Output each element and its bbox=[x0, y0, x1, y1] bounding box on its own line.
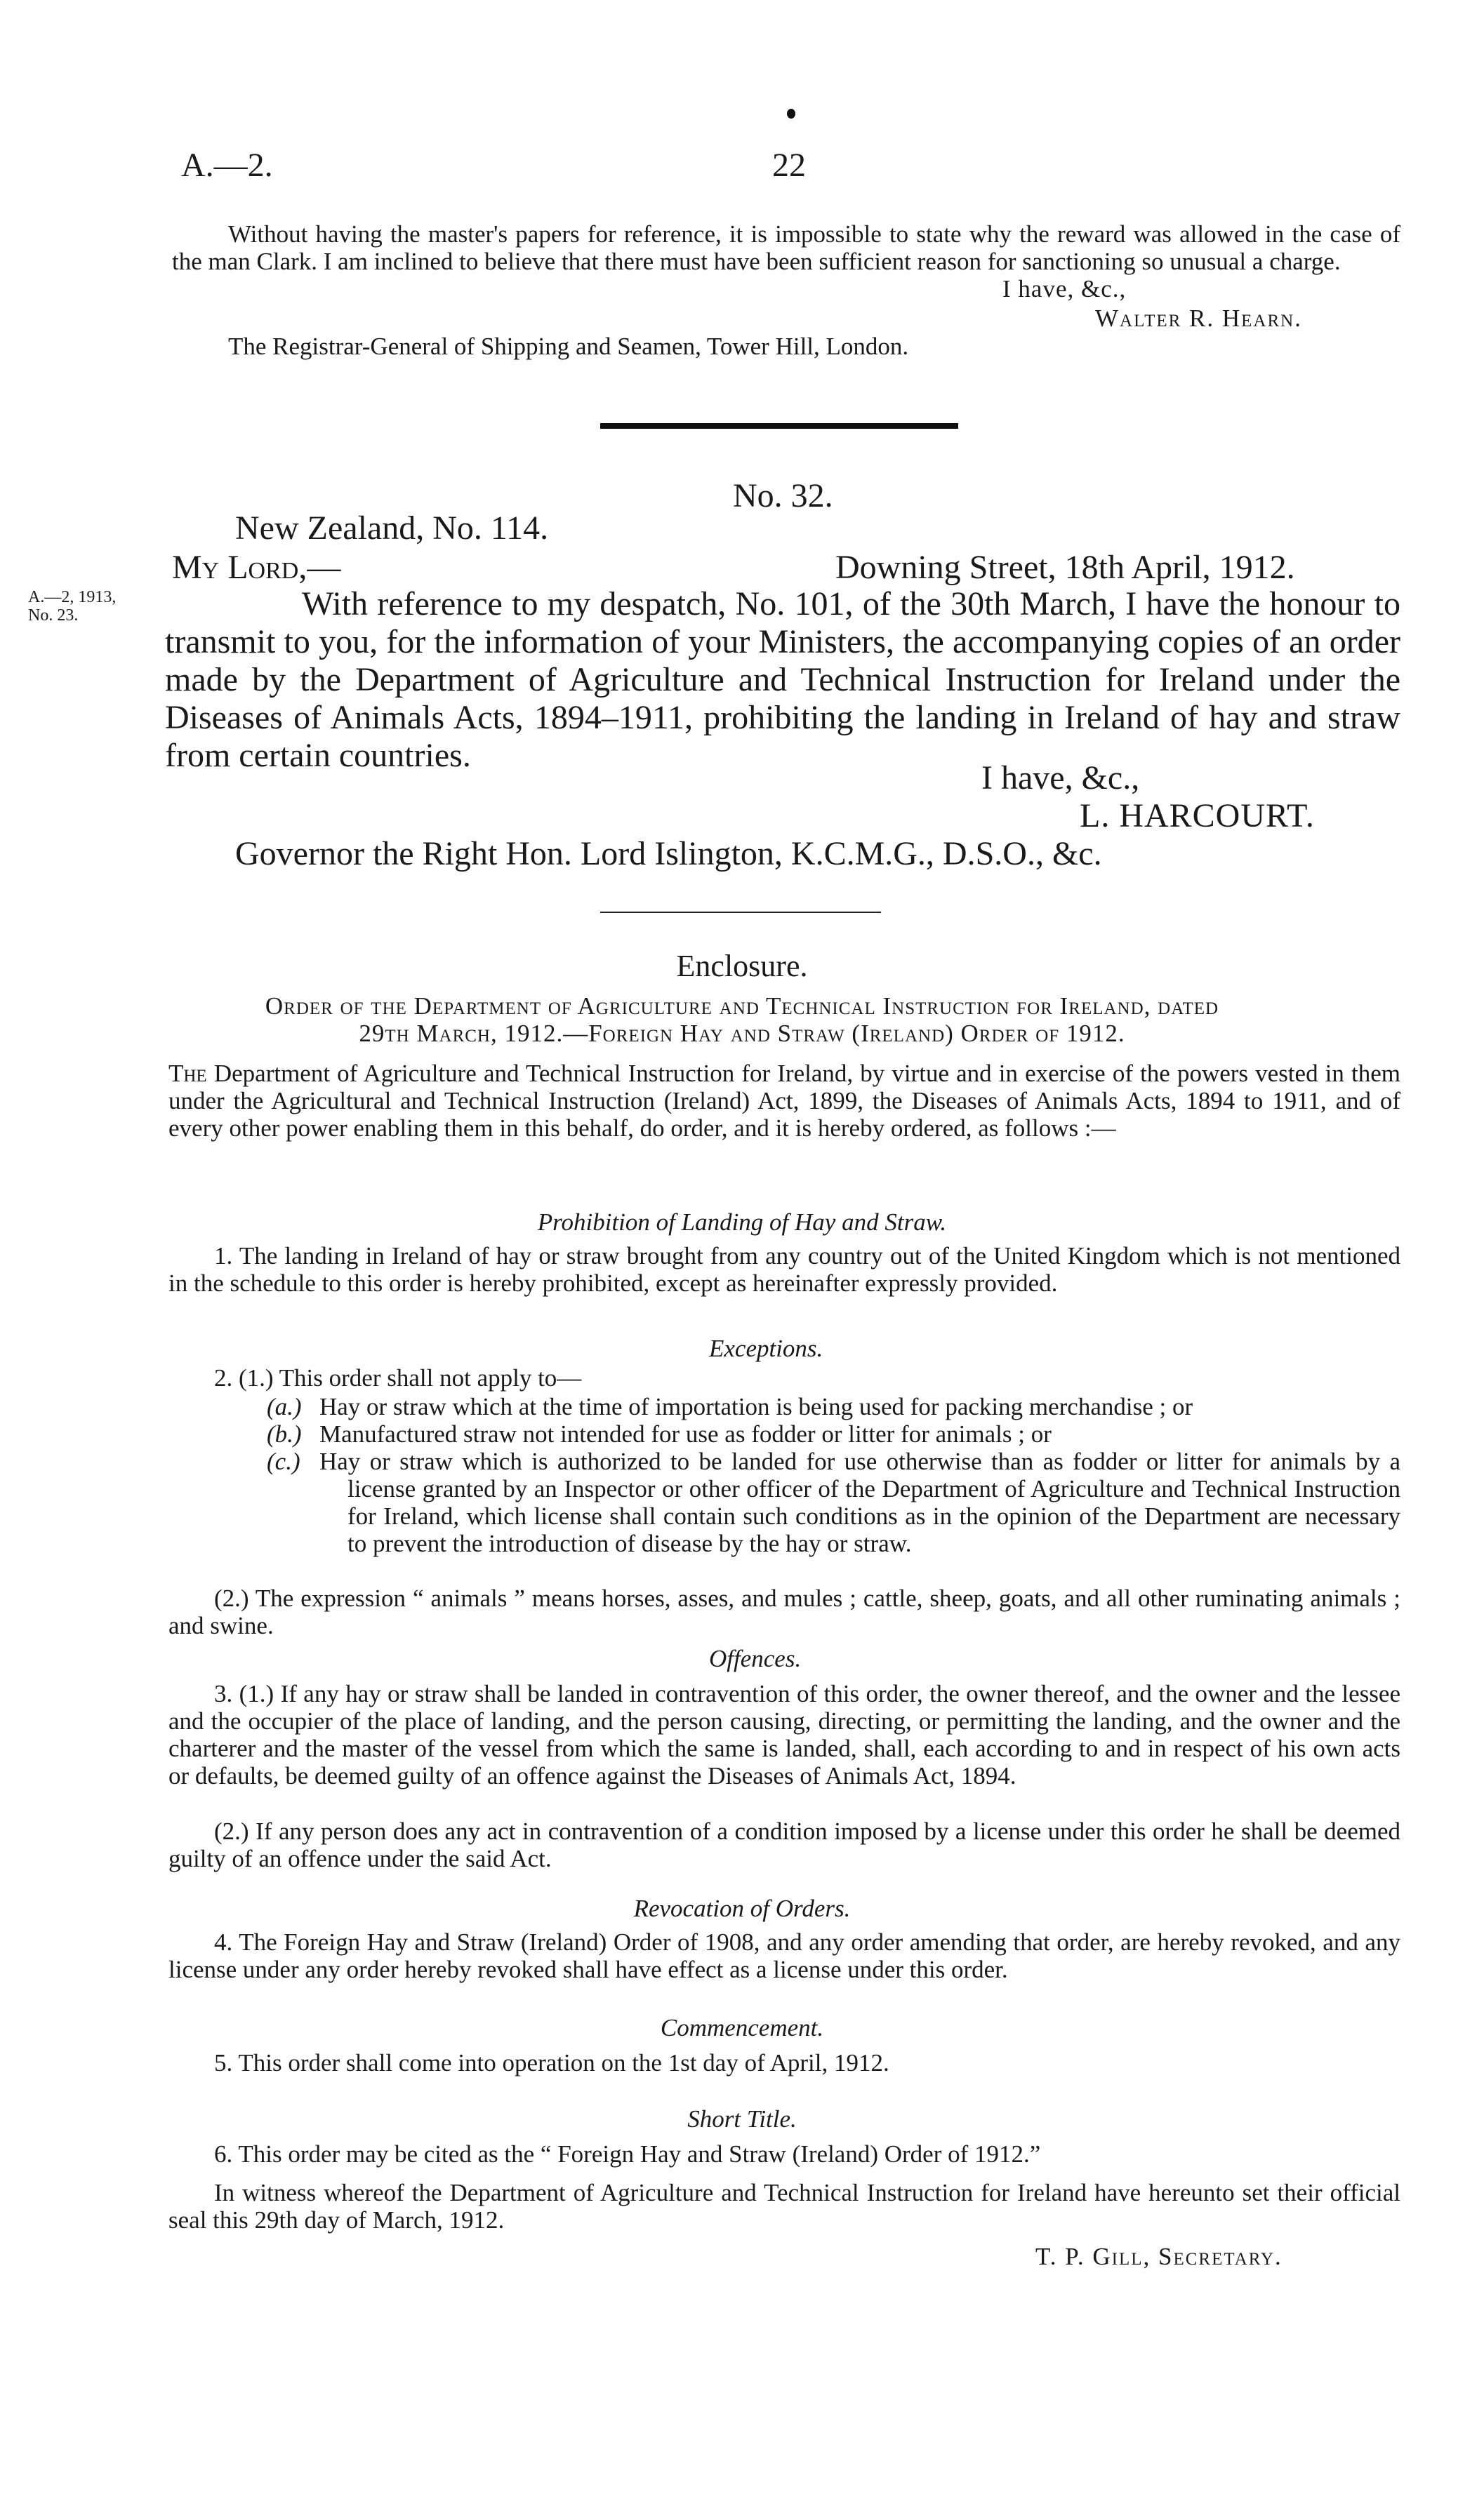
despatch-series: New Zealand, No. 114. bbox=[235, 509, 549, 547]
place-date: Downing Street, 18th April, 1912. bbox=[835, 549, 1295, 586]
despatch-signature: L. HARCOURT. bbox=[1080, 797, 1315, 834]
item-b-label: (b.) bbox=[267, 1420, 302, 1448]
page-mark bbox=[787, 109, 795, 119]
item-a: Hay or straw which at the time of importation is being used for packing merchandise ; or bbox=[319, 1393, 1193, 1420]
witness-clause: In witness whereof the Department of Agriculture and Technical Instruction for Ireland have hereunto set their official seal this 29th day of March, 1912. bbox=[168, 2179, 1400, 2234]
heading-offences: Offences. bbox=[709, 1645, 802, 1672]
section-4: 4. The Foreign Hay and Straw (Ireland) Order of 1908, and any order amending that order, are hereby revoked, and any license under any order hereby revoked shall have effect as a license under this order. bbox=[168, 1928, 1400, 1983]
enclosure-title-line1: Order of the Department of Agriculture and Technical Instruction for Ireland, dated bbox=[265, 992, 1219, 1020]
section-divider bbox=[600, 423, 958, 429]
heading-commencement: Commencement. bbox=[660, 2014, 824, 2041]
section-2-1: 2. (1.) This order shall not apply to— bbox=[214, 1364, 582, 1392]
salutation: My Lord,— bbox=[172, 549, 341, 586]
section-3-1: 3. (1.) If any hay or straw shall be landed in contravention of this order, the owner thereof, and the owner and the lessee and the occupier of the place of landing, and the person causing, directing, or permitting the landing, and the owner and the charterer and the master of the vessel from which the same is landed, shall, each according to and in respect of his own acts or defaults, be deemed guilty of an offence against the Diseases of Animals Act, 1894. bbox=[168, 1680, 1400, 1789]
section-1: 1. The landing in Ireland of hay or straw brought from any country out of the United Kingdom which is not mentioned in the schedule to this order is hereby prohibited, except as hereinafter expressly provided. bbox=[168, 1242, 1400, 1297]
item-c-label: (c.) bbox=[267, 1448, 300, 1475]
item-c: Hay or straw which is authorized to be landed for use otherwise than as fodder or litter for animals by a license granted by an Inspector or other officer of the Department of Agriculture and Technical Instruction for Ireland, which license shall contain such conditions as in the opinion of the Department are necessary to prevent the introduction of disease by the hay or straw. bbox=[319, 1448, 1400, 1557]
intro-closing: I have, &c., bbox=[1002, 275, 1127, 302]
margin-reference: A.—2, 1913, bbox=[28, 588, 117, 606]
despatch-addressee: Governor the Right Hon. Lord Islington, K.C.M.G., D.S.O., &c. bbox=[235, 835, 1102, 872]
margin-reference-no: No. 23. bbox=[28, 606, 79, 625]
enclosure-divider bbox=[600, 912, 881, 913]
despatch-number: No. 32. bbox=[733, 477, 833, 514]
intro-addressee: The Registrar-General of Shipping and Seamen, Tower Hill, London. bbox=[228, 333, 909, 360]
preamble-lead: The bbox=[168, 1060, 207, 1087]
section-2-2: (2.) The expression “ animals ” means horses, asses, and mules ; cattle, sheep, goats, and all other ruminating animals ; and swine. bbox=[168, 1585, 1400, 1639]
section-5: 5. This order shall come into operation on the 1st day of April, 1912. bbox=[214, 2049, 889, 2076]
enclosure-title-line2: 29th March, 1912.—Foreign Hay and Straw (Ireland) Order of 1912. bbox=[359, 1020, 1125, 1047]
section-3-2: (2.) If any person does any act in contravention of a condition imposed by a license under this order he shall be deemed guilty of an offence under the said Act. bbox=[168, 1818, 1400, 1872]
section-6: 6. This order may be cited as the “ Foreign Hay and Straw (Ireland) Order of 1912.” bbox=[214, 2140, 1041, 2168]
item-a-label: (a.) bbox=[267, 1393, 302, 1420]
intro-paragraph: Without having the master's papers for reference, it is impossible to state why the reward was allowed in the case of the man Clark. I am inclined to believe that there must have been sufficient reason for sanctioning so unusual a charge. bbox=[172, 220, 1400, 275]
secretary-signature: T. P. Gill, Secretary. bbox=[1035, 2243, 1283, 2270]
heading-exceptions: Exceptions. bbox=[709, 1335, 823, 1362]
heading-short-title: Short Title. bbox=[687, 2105, 797, 2133]
item-b: Manufactured straw not intended for use as fodder or litter for animals ; or bbox=[319, 1420, 1052, 1448]
enclosure-heading: Enclosure. bbox=[676, 949, 808, 983]
page-number: 22 bbox=[772, 147, 806, 184]
enclosure-preamble bbox=[168, 1060, 1400, 1142]
preamble-text: Department of Agriculture and Technical Instruction for Ireland, by virtue and in exercise of the powers vested in them under the Agricultural and Technical Instruction (Ireland) Act, 1899, the Diseases of Animals Acts, 1894 to 1911, and of every other power enabling them in this behalf, do order, and it is hereby ordered, as follows :— bbox=[168, 1060, 1401, 1142]
heading-revocation: Revocation of Orders. bbox=[633, 1895, 851, 1922]
document-reference: A.—2. bbox=[181, 147, 273, 184]
despatch-body: With reference to my despatch, No. 101, of the 30th March, I have the honour to transmit to you, for the information of your Ministers, the accompanying copies of an order made by the Department of Agriculture and Technical Instruction for Ireland under the Diseases of Animals Acts, 1894–1911, prohibiting the landing in Ireland of hay and straw from certain countries. bbox=[165, 585, 1400, 774]
despatch-closing: I have, &c., bbox=[981, 759, 1140, 796]
heading-prohibition: Prohibition of Landing of Hay and Straw. bbox=[537, 1208, 947, 1236]
intro-signature: Walter R. Hearn. bbox=[1095, 305, 1302, 332]
